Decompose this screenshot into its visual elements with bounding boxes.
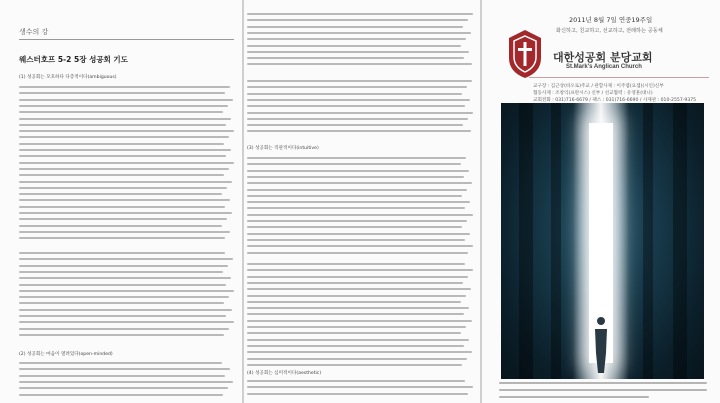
text-line xyxy=(247,252,468,254)
text-line xyxy=(19,296,229,298)
text-line xyxy=(19,92,225,94)
paragraph-head-1: (1) 성공회는 모호하다 다층적이다(ambiguous) xyxy=(19,75,117,80)
text-line xyxy=(19,168,229,170)
text-line xyxy=(19,143,224,145)
text-line xyxy=(247,339,469,341)
text-line xyxy=(247,313,464,315)
text-line xyxy=(19,199,230,201)
text-line xyxy=(19,334,224,336)
text-line xyxy=(19,265,228,267)
text-line xyxy=(247,57,464,59)
paragraph-head-3: (3) 성공회는 직관적이다(intuitive) xyxy=(247,146,319,151)
text-line xyxy=(247,233,470,235)
info-line-1: 교구장 : 김근상(바오로)주교 / 관할사제 : 이주엽(요셉)(시인)신부 xyxy=(533,84,664,89)
paragraph-head-2: (2) 성공회는 마음이 열려있다(open-minded) xyxy=(19,352,113,357)
text-line xyxy=(247,276,468,278)
text-line xyxy=(19,218,227,220)
text-line xyxy=(19,174,224,176)
text-line xyxy=(247,239,465,241)
text-line xyxy=(247,301,461,303)
text-line xyxy=(247,26,463,28)
article-title: 웨스터호프 5-2 5장 성공회 기도 xyxy=(19,55,128,64)
text-line xyxy=(19,284,226,286)
text-line xyxy=(19,277,231,279)
text-line xyxy=(247,112,473,114)
text-line xyxy=(19,130,234,132)
text-line xyxy=(19,136,229,138)
text-line xyxy=(19,290,234,292)
text-line xyxy=(19,328,229,330)
text-line xyxy=(19,394,223,396)
text-line xyxy=(247,320,472,322)
text-line xyxy=(247,364,462,366)
text-line xyxy=(247,195,462,197)
church-name-korean: 대한성공회 분당교회 xyxy=(553,51,653,64)
text-line xyxy=(247,332,461,334)
left-page xyxy=(0,0,242,403)
text-line xyxy=(247,170,469,172)
text-line xyxy=(247,220,467,222)
text-line xyxy=(247,214,473,216)
text-line xyxy=(247,93,462,95)
text-line xyxy=(247,176,464,178)
text-line xyxy=(19,252,225,254)
text-line xyxy=(19,381,233,383)
text-line xyxy=(247,86,467,88)
text-line xyxy=(19,99,233,101)
text-line xyxy=(19,302,224,304)
text-line xyxy=(247,386,473,388)
text-line xyxy=(19,258,233,260)
text-line xyxy=(247,393,468,395)
text-line xyxy=(19,362,222,364)
text-line xyxy=(19,124,226,126)
motto: 화신하고, 친교하고, 선교하고, 전례하는 공동체 xyxy=(556,28,663,34)
middle-page xyxy=(244,0,480,403)
caption-line xyxy=(499,389,707,391)
text-line xyxy=(19,225,222,227)
text-line xyxy=(247,130,471,132)
date-line: 2011년 8월 7일 연중19주일 xyxy=(569,16,653,24)
text-line xyxy=(247,351,472,353)
text-line xyxy=(247,189,467,191)
text-line xyxy=(19,237,225,239)
text-line xyxy=(19,162,234,164)
cover-photo xyxy=(501,103,704,379)
text-line xyxy=(19,105,228,107)
text-line xyxy=(247,13,473,15)
text-line xyxy=(247,326,466,328)
text-line xyxy=(19,387,228,389)
divider xyxy=(19,39,234,40)
text-line xyxy=(19,111,223,113)
text-line xyxy=(19,375,225,377)
text-line xyxy=(247,345,464,347)
text-line xyxy=(247,226,462,228)
paragraph-head-4: (4) 성공회는 심미적이다(aesthetic) xyxy=(247,371,322,376)
text-line xyxy=(19,118,231,120)
text-line xyxy=(19,155,226,157)
text-line xyxy=(247,99,470,101)
info-line-3: 교회전화 : 031)716-6679 / 팩스 : 031)716-6690 / 사제관 : 010-2557-9375 xyxy=(533,98,697,103)
text-line xyxy=(19,149,231,151)
text-line xyxy=(247,358,467,360)
text-line xyxy=(247,45,461,47)
text-line xyxy=(19,86,230,88)
text-line xyxy=(19,231,230,233)
text-line xyxy=(19,368,230,370)
church-logo xyxy=(505,28,545,80)
text-line xyxy=(247,38,466,40)
text-line xyxy=(247,288,471,290)
text-line xyxy=(19,206,225,208)
text-line xyxy=(19,193,222,195)
caption-line xyxy=(499,396,649,398)
caption-line xyxy=(499,382,707,384)
text-line xyxy=(247,163,461,165)
text-line xyxy=(19,187,227,189)
text-line xyxy=(247,118,468,120)
text-line xyxy=(247,124,463,126)
text-line xyxy=(247,105,465,107)
text-line xyxy=(247,51,469,53)
text-line xyxy=(247,19,468,21)
text-line xyxy=(247,157,466,159)
text-line xyxy=(247,80,472,82)
text-line xyxy=(247,207,465,209)
section-tag: 생수의 강 xyxy=(19,28,49,36)
text-line xyxy=(19,321,234,323)
text-line xyxy=(19,212,232,214)
text-line xyxy=(247,380,465,382)
info-line-2: 협동사제 : 조창익(프란시스) 신부 / 선교협력 : 유영훈(대니) xyxy=(533,91,653,96)
text-line xyxy=(247,295,466,297)
text-line xyxy=(247,245,473,247)
text-line xyxy=(19,181,232,183)
text-line xyxy=(247,269,473,271)
figure-silhouette xyxy=(591,313,611,373)
header-divider xyxy=(529,77,709,78)
text-line xyxy=(19,315,226,317)
text-line xyxy=(247,307,469,309)
text-line xyxy=(247,182,472,184)
text-line xyxy=(247,263,465,265)
text-line xyxy=(247,282,463,284)
text-line xyxy=(19,271,223,273)
text-line xyxy=(247,63,472,65)
text-line xyxy=(19,309,232,311)
text-line xyxy=(247,32,471,34)
church-name-english: St.Mark's Anglican Church xyxy=(566,64,642,70)
text-line xyxy=(247,201,470,203)
